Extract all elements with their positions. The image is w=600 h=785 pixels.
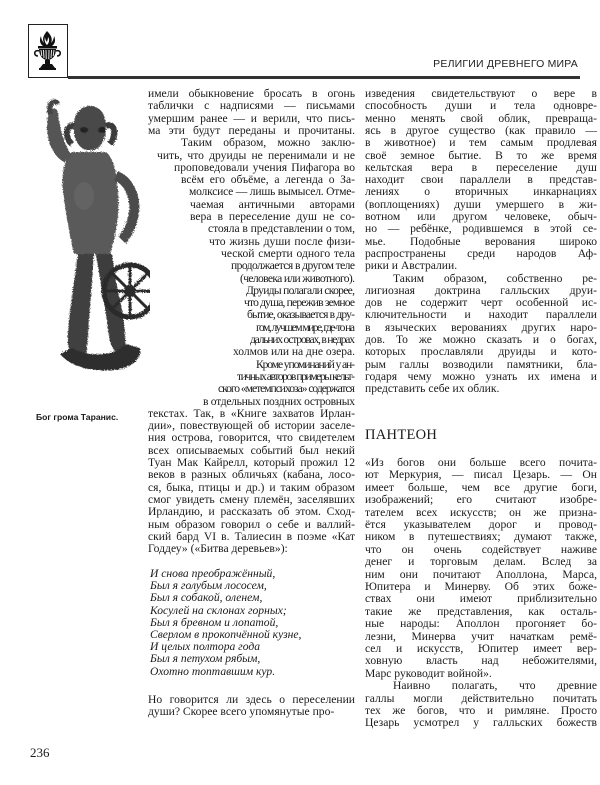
text-line: имели обыкновение бросать в огонь (148, 87, 355, 100)
text-line: ся, быка, птицы и др.) и таким образом (148, 480, 355, 494)
text-line: ского «метемпсихоза» содержатся (218, 382, 354, 396)
text-line: представить себе их облик. (365, 382, 500, 396)
text-line: такие же представления, как осталь- (365, 604, 597, 618)
text-line: ключительности и находит параллели (365, 308, 597, 322)
taranis-statue-image (30, 86, 150, 406)
text-line: Ирландию, и рассказать об этом. Сход- (148, 505, 355, 519)
text-line: Юпитера и Минерву. Об этих боже- (365, 580, 597, 593)
text-line: всех описываемых событий был некий (148, 443, 355, 457)
text-line: дальних островах, в недрах (250, 333, 354, 346)
figure-caption: Бог грома Таранис. (36, 412, 119, 422)
text-line: что жизнь души после физи- (209, 234, 355, 248)
text-line: тех же богов, что и римляне. Просто (365, 704, 597, 717)
text-line: рики и Австралии. (365, 259, 458, 273)
text-line: Туан Мак Кайрелл, который прожил 12 (148, 456, 355, 469)
text-line: что он очень содействует наживе (365, 542, 597, 556)
poem-line: Косулей на склонах горных; (150, 603, 287, 617)
text-line: менно менять свой облик, превраща- (365, 111, 597, 125)
text-line: дов не содержит черт особенной ис- (365, 296, 597, 310)
text-line: холмов или на дне озера. (233, 345, 355, 359)
text-line: в отдельных поздних островных (203, 394, 355, 408)
section-heading: ПАНТЕОН (365, 427, 438, 443)
text-line: Цезарь усмотрел у галльских божеств (365, 716, 597, 730)
text-line: Таким образом, собственно ре- (393, 271, 597, 285)
poem-line: И целых полтора года (150, 640, 261, 654)
text-line: ясь в другое существо (как правило — (365, 123, 597, 137)
text-line: Но говорится ли здесь о переселении (148, 693, 355, 706)
text-line: чить, что друиды не перенимали и не (157, 148, 355, 162)
text-line: мье. Подобные верования широко (365, 234, 597, 248)
text-line: Годдеу» («Битва деревьев»): (148, 542, 288, 556)
text-line: ные народы: Аполлон прогоняет бо- (365, 617, 597, 631)
text-line: распространены среди народов Аф- (365, 246, 597, 260)
flaming-urn-icon (29, 25, 66, 76)
poem-line: Был я бревном и лопатой, (150, 615, 279, 629)
text-line: веков в разных обличьях (кабана, лосо- (148, 468, 355, 482)
header-rule (68, 76, 580, 79)
text-line: вотном или другом человеке, обыч- (365, 210, 597, 223)
text-line: Марс руководит войной». (365, 666, 492, 680)
text-line: вера в переселение душ не со- (190, 210, 355, 223)
poem-line: Сверлом в прокопчённой кузне, (150, 628, 302, 641)
text-line: (воплощениях) души умершего в жи- (365, 197, 597, 211)
text-line: дов. То же можно сказать и о богах, (365, 333, 597, 346)
text-line: «Из богов они больше всего почита- (365, 456, 597, 469)
text-line: в животное) и тем самым продлевая (365, 136, 597, 150)
text-line: сел и искусств, Юпитер имеет вер- (365, 642, 597, 655)
text-line: изображений; его считают изобре- (365, 493, 597, 507)
text-line: души? Скорее всего упомянутые про- (148, 705, 335, 719)
running-head: РЕЛИГИИ ДРЕВНЕГО МИРА (433, 58, 578, 70)
text-line: ют Меркурия, — писал Цезарь. — Он (365, 468, 597, 482)
text-line: текстах. Так, в «Книге захватов Ирлан- (148, 406, 355, 420)
text-line: способность души и тела одновре- (365, 99, 597, 113)
text-line: Таким образом, можно заклю- (181, 136, 355, 150)
poem-line: Был я петухом рябым, (150, 652, 261, 666)
poem-line: И снова преображённый, (150, 567, 276, 580)
text-line: тателем всех искусств; он же призна- (365, 505, 597, 519)
text-line: ным образом говорил о себе и валлий- (148, 517, 355, 531)
text-line: бытие, оказывается в дру- (247, 308, 355, 322)
poem-line: Охотно топтавшим кур. (150, 664, 276, 678)
text-line: имеет больше, чем все другие боги, (365, 480, 597, 494)
text-line: ствах они имеют приблизительно (365, 592, 597, 606)
text-line: ский бард VI в. Талиесин в поэме «Кат (148, 529, 355, 543)
text-line: умершим ранее — и верили, что пись- (148, 111, 355, 125)
text-line: Наивно полагать, что древние (393, 679, 597, 693)
text-line: но — ребёнке, родившемся в этой се- (365, 222, 597, 236)
text-line: чаемая античными авторами (190, 197, 355, 211)
poem-line: Был я голубым лососем, (150, 579, 267, 593)
text-line: денег и торговым делам. Вслед за (365, 555, 597, 569)
text-line: ческой смерти одного тела (221, 246, 355, 260)
text-line: своё земное бытие. В то же время (365, 148, 597, 162)
text-line: проповедовали учения Пифагора во (174, 160, 355, 174)
text-line: молксисе — лишь вымысел. Отме- (189, 185, 355, 199)
text-line: Друиды полагали скорее, (246, 283, 355, 297)
text-line: находит свои параллели в представ- (365, 173, 597, 187)
text-line: галлы могли действительно почитать (365, 691, 597, 705)
text-line: дии», повествующей об истории заселе- (148, 419, 355, 433)
text-line: лигиозная доктрина галльских друи- (365, 283, 597, 297)
text-line: ним они почитают Аполлона, Марса, (365, 567, 597, 581)
page-number: 236 (30, 745, 50, 760)
text-line: таблички с надписями — письмами (148, 99, 355, 113)
text-line: изведения свидетельствуют о вере в (365, 87, 597, 100)
text-line: гом, лучшем мире, где-то на (256, 320, 354, 334)
text-line: ётся указывателем дорог и провод- (365, 518, 597, 531)
text-line: ния острова, говорится, что свидетелем (148, 431, 355, 445)
text-line: тичных авторов примеры кельт- (237, 369, 354, 383)
text-line: которых прославляли друиды и кото- (365, 345, 597, 359)
text-line: ма эти будут переданы и прочитаны. (148, 123, 355, 137)
text-line: лезни, Минерва учит начаткам ремё- (365, 629, 597, 643)
text-line: что душа, пережив земное (244, 296, 355, 310)
text-line: в языческих верованиях других наро- (365, 320, 597, 334)
text-line: (человека или животного). (240, 271, 355, 285)
text-line: кельтская вера в переселение душ (365, 160, 597, 174)
text-line: рым галлы возводили памятники, бла- (365, 357, 597, 371)
text-line: ником в путешествиях; думают также, (365, 530, 597, 544)
text-line: годаря чему можно узнать их имена и (365, 369, 597, 383)
text-line: лениях о вторичных инкарнациях (365, 185, 597, 199)
poem-line: Был я собакой, оленем, (150, 591, 263, 605)
text-line: ховную власть над небожителями, (365, 654, 597, 668)
text-line: смог увидеть смену племён, заселявших (148, 492, 355, 506)
header-logo (28, 24, 68, 78)
text-line: стояла в представлении о том, (208, 222, 355, 236)
text-line: всём его объёме, а легенда о За- (181, 173, 355, 187)
text-line: продолжается в другом теле (231, 259, 355, 273)
text-line: Кроме упоминаний у ан- (256, 357, 354, 371)
